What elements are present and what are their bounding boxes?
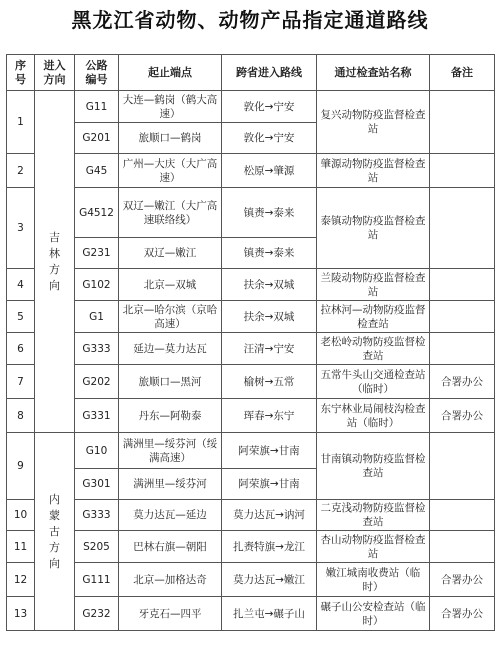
header-route: 跨省进入路线: [222, 55, 317, 91]
seq-cell: 3: [7, 188, 35, 269]
note-cell: 合署办公: [430, 597, 495, 631]
start-end-cell: 满洲里—绥芬河: [119, 469, 222, 500]
route-cell: 阿荣旗→甘南: [222, 469, 317, 500]
route-table: [6, 54, 495, 631]
direction-neimenggu: 内 蒙 古 方 向: [35, 433, 75, 631]
route-cell: 汪清→宁安: [222, 333, 317, 365]
road-cell: S205: [75, 531, 119, 563]
road-cell: G11: [75, 91, 119, 123]
seq-cell: 2: [7, 154, 35, 188]
table-row: [7, 333, 495, 365]
station-cell: 碾子山公安检查站（临时）: [317, 597, 430, 631]
start-end-cell: 广州—大庆（大广高速）: [119, 154, 222, 188]
table-row: [7, 91, 495, 123]
road-cell: G331: [75, 399, 119, 433]
header-row: [7, 55, 495, 91]
seq-cell: 1: [7, 91, 35, 154]
station-cell: 甘南镇动物防疫监督检查站: [317, 433, 430, 500]
route-cell: 扶余→双城: [222, 269, 317, 301]
table-row: [7, 365, 495, 399]
start-end-cell: 巴林右旗—朝阳: [119, 531, 222, 563]
station-cell: 复兴动物防疫监督检查站: [317, 91, 430, 154]
note-cell: [430, 433, 495, 500]
start-end-cell: 牙克石—四平: [119, 597, 222, 631]
station-cell: 泰镇动物防疫监督检查站: [317, 188, 430, 269]
route-cell: 敦化→宁安: [222, 91, 317, 123]
route-cell: 镇赉→泰来: [222, 188, 317, 238]
start-end-cell: 延边—莫力达瓦: [119, 333, 222, 365]
start-end-cell: 大连—鹤岗（鹤大高速）: [119, 91, 222, 123]
road-cell: G1: [75, 301, 119, 333]
start-end-cell: 双辽—嫩江（大广高速联络线）: [119, 188, 222, 238]
road-cell: G4512: [75, 188, 119, 238]
station-cell: 拉林河—动物防疫监督检查站: [317, 301, 430, 333]
road-cell: G232: [75, 597, 119, 631]
start-end-cell: 双辽—嫩江: [119, 238, 222, 269]
header-road: 公路 编号: [75, 55, 119, 91]
road-cell: G45: [75, 154, 119, 188]
road-cell: G231: [75, 238, 119, 269]
note-cell: [430, 188, 495, 269]
road-cell: G10: [75, 433, 119, 469]
route-cell: 阿荣旗→甘南: [222, 433, 317, 469]
seq-cell: 12: [7, 563, 35, 597]
route-cell: 松原→肇源: [222, 154, 317, 188]
note-cell: [430, 154, 495, 188]
station-cell: 老松岭动物防疫监督检查站: [317, 333, 430, 365]
table-row: [7, 301, 495, 333]
note-cell: 合署办公: [430, 563, 495, 597]
note-cell: 合署办公: [430, 365, 495, 399]
route-cell: 扎赉特旗→龙江: [222, 531, 317, 563]
header-start-end: 起止端点: [119, 55, 222, 91]
table-row: [7, 500, 495, 531]
route-cell: 敦化→宁安: [222, 123, 317, 154]
route-cell: 莫力达瓦→讷河: [222, 500, 317, 531]
start-end-cell: 莫力达瓦—延边: [119, 500, 222, 531]
seq-cell: 13: [7, 597, 35, 631]
station-cell: 五常牛头山交通检查站（临时）: [317, 365, 430, 399]
note-cell: [430, 269, 495, 301]
seq-cell: 9: [7, 433, 35, 500]
seq-cell: 5: [7, 301, 35, 333]
start-end-cell: 北京—双城: [119, 269, 222, 301]
route-cell: 珲春→东宁: [222, 399, 317, 433]
station-cell: 嫩江城南收费站（临时）: [317, 563, 430, 597]
route-cell: 扎兰屯→碾子山: [222, 597, 317, 631]
note-cell: [430, 500, 495, 531]
route-cell: 莫力达瓦→嫩江: [222, 563, 317, 597]
station-cell: 东宁林业局闹枝沟检查站（临时）: [317, 399, 430, 433]
road-cell: G202: [75, 365, 119, 399]
note-cell: [430, 91, 495, 154]
table-row: [7, 269, 495, 301]
header-seq: 序 号: [7, 55, 35, 91]
table-row: [7, 531, 495, 563]
road-cell: G102: [75, 269, 119, 301]
seq-cell: 10: [7, 500, 35, 531]
table-row: [7, 597, 495, 631]
station-cell: 兰陵动物防疫监督检查站: [317, 269, 430, 301]
page-title: 黑龙江省动物、动物产品指定通道路线: [71, 8, 429, 32]
road-cell: G333: [75, 500, 119, 531]
station-cell: 肇源动物防疫监督检查站: [317, 154, 430, 188]
note-cell: [430, 531, 495, 563]
seq-cell: 8: [7, 399, 35, 433]
station-cell: 杏山动物防疫监督检查站: [317, 531, 430, 563]
seq-cell: 4: [7, 269, 35, 301]
table-row: [7, 154, 495, 188]
road-cell: G301: [75, 469, 119, 500]
header-note: 备注: [430, 55, 495, 91]
station-cell: 二克浅动物防疫监督检查站: [317, 500, 430, 531]
start-end-cell: 旅顺口—鹤岗: [119, 123, 222, 154]
direction-jilin: 吉 林 方 向: [35, 91, 75, 433]
note-cell: 合署办公: [430, 399, 495, 433]
note-cell: [430, 301, 495, 333]
start-end-cell: 丹东—阿勒泰: [119, 399, 222, 433]
seq-cell: 7: [7, 365, 35, 399]
seq-cell: 6: [7, 333, 35, 365]
start-end-cell: 北京—加格达奇: [119, 563, 222, 597]
table-row: [7, 563, 495, 597]
table-row: [7, 433, 495, 469]
start-end-cell: 旅顺口—黑河: [119, 365, 222, 399]
seq-cell: 11: [7, 531, 35, 563]
header-direction: 进入 方向: [35, 55, 75, 91]
note-cell: [430, 333, 495, 365]
header-station: 通过检查站名称: [317, 55, 430, 91]
route-cell: 榆树→五常: [222, 365, 317, 399]
route-cell: 镇赉→泰来: [222, 238, 317, 269]
table-row: [7, 188, 495, 238]
road-cell: G333: [75, 333, 119, 365]
road-cell: G111: [75, 563, 119, 597]
road-cell: G201: [75, 123, 119, 154]
table-row: [7, 399, 495, 433]
route-cell: 扶余→双城: [222, 301, 317, 333]
start-end-cell: 北京—哈尔滨（京哈高速）: [119, 301, 222, 333]
start-end-cell: 满洲里—绥芬河（绥满高速）: [119, 433, 222, 469]
